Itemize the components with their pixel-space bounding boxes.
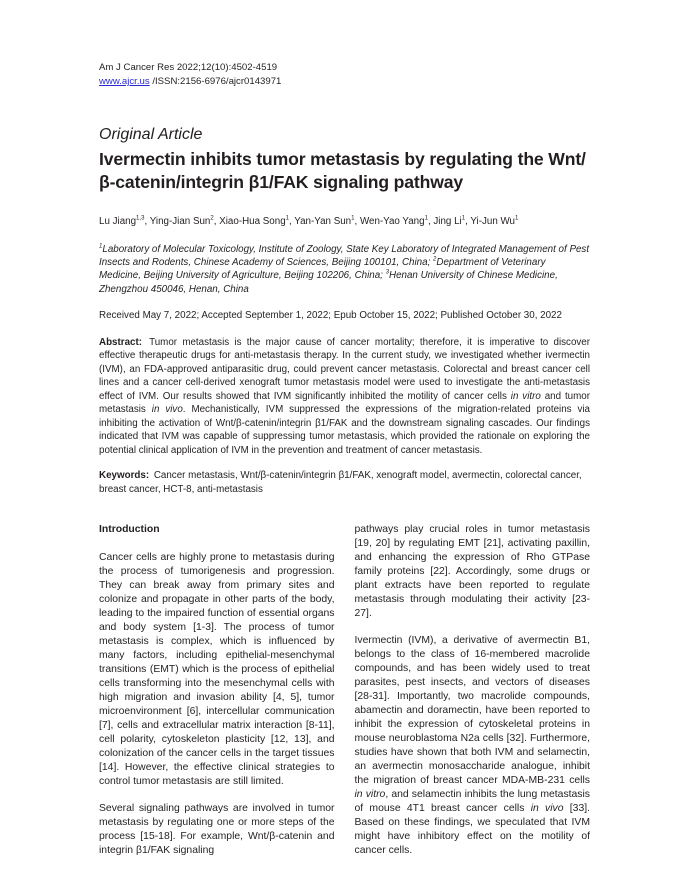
- keywords-label: Keywords:: [99, 470, 150, 482]
- journal-url-line: [99, 75, 590, 89]
- abstract: [99, 336, 590, 458]
- article-title: Ivermectin inhibits tumor metastasis by regulating the Wnt/β-catenin/integrin β1/FAK signaling pathway: [99, 149, 586, 192]
- author-list: Lu Jiang$^{1,3}$, Ying-Jian Sun$^2$, Xiao-Hua Song$^1$, Yan-Yan Sun$^1$, Wen-Yao Yang$^1$, Jing Li$^1$, Yi-Jun Wu$^1$: [99, 215, 519, 227]
- right-column: [355, 523, 591, 871]
- journal-citation: Am J Cancer Res 2022;12(10):4502-4519: [99, 62, 278, 73]
- body-paragraph: Several signaling pathways are involved in tumor metastasis by regulating one or more steps of the process [15-18]. For example, Wnt/β-catenin and integrin β1/FAK signaling: [99, 803, 335, 857]
- abstract-text: Tumor metastasis is the major cause of cancer mortality; therefore, it is imperative to discover effective therapeutic drugs for anti-metastasis therapy. In the current study, we investigated whether ivermectin (IVM), an FDA-approved antiparasitic drug, could prevent cancer metastasis. Colorectal and breast cancer cell lines and a cancer cell-derived xenograft tumor metastasis model were used to investigate the anti-metastasis effect of IVM. Our results showed that IVM significantly inhibited the motility of cancer cells in vitro and tumor metastasis in vivo. Mechanistically, IVM suppressed the expressions of the migration-related proteins via inhibiting the activation of Wnt/β-catenin/integrin β1/FAK and the downstream signaling cascades. Our findings indicated that IVM was capable of suppressing tumor metastasis, which provided the rationale on exploring the potential clinical application of IVM in the prevention and treatment of cancer metastasis.: [99, 336, 591, 456]
- abstract-label: Abstract:: [99, 336, 143, 348]
- body-paragraph: Cancer cells are highly prone to metastasis during the process of tumorigenesis and progression. They can break away from primary sites and colonize and propagate in other parts of the body, leading to the impaired function of essential organs and body system [1-3]. The process of tumor metastasis is complex, which is influenced by many factors, including epithelial-mesenchymal transitions (EMT) which is the process of epithelial cells transforming into the mesenchymal cells with high migration and invasion ability [4, 5], tumor microenvironment [6], intercellular communication [7], cells and extracellular matrix interaction [8-11], cell polarity, cytoskeleton plasticity [12, 13], and colonization of the cancer cells in the target tissues [14]. However, the effective clinical strategies to control tumor metastasis are still limited.: [99, 552, 335, 788]
- section-heading-introduction: Introduction: [99, 524, 160, 536]
- left-column: [99, 523, 335, 871]
- body-columns: [99, 523, 590, 871]
- keywords: [99, 469, 590, 496]
- body-paragraph: Ivermectin (IVM), a derivative of avermectin B1, belongs to the class of 16-membered macrolide compounds, and has been widely used to treat parasites, pest insects, and vectors of diseases [28-31]. Importantly, two macrolide compounds, abamectin and doramectin, have been reported to inhibit the expression of cytoskeletal proteins in mouse neuroblastoma N2a cells [32]. Furthermore, studies have shown that both IVM and selamectin, an avermectin monosaccharide analogue, inhibit the migration of breast cancer MDA-MB-231 cells in vitro, and selamectin inhibits the lung metastasis of mouse 4T1 breast cancer cells in vivo [33]. Based on these findings, we speculated that IVM might have inhibitory effect on the motility of cancer cells.: [354, 635, 590, 857]
- affiliations: $^1$Laboratory of Molecular Toxicology, Institute of Zoology, State Key Laboratory of Integrated Management of Pest Insects and Rodents, Chinese Academy of Sciences, Beijing 100101, China; $^2$Department of Veterinary Medicine, Beijing University of Agriculture, Beijing 102206, China; $^3$Henan University of Chinese Medicine, Zhengzhou 450046, Henan, China: [99, 243, 590, 295]
- article-dates: Received May 7, 2022; Accepted September 1, 2022; Epub October 15, 2022; Published October 30, 2022: [99, 309, 562, 321]
- journal-header: [99, 61, 590, 89]
- journal-issn: /ISSN:2156-6976/ajcr0143971: [149, 76, 282, 87]
- body-paragraph: pathways play crucial roles in tumor metastasis [19, 20] by regulating EMT [21], activating paxillin, and enhancing the expression of Rho GTPase family proteins [22]. Accordingly, some drugs or plant extracts have been reported to regulate metastasis through modulating their activity [23-27].: [354, 524, 590, 620]
- journal-url-link[interactable]: www.ajcr.us: [99, 76, 150, 87]
- article-type-label: Original Article: [99, 126, 203, 143]
- keywords-text: Cancer metastasis, Wnt/β-catenin/integrin β1/FAK, xenograft model, avermectin, colorectal cancer, breast cancer, HCT-8, anti-metastasis: [99, 470, 582, 495]
